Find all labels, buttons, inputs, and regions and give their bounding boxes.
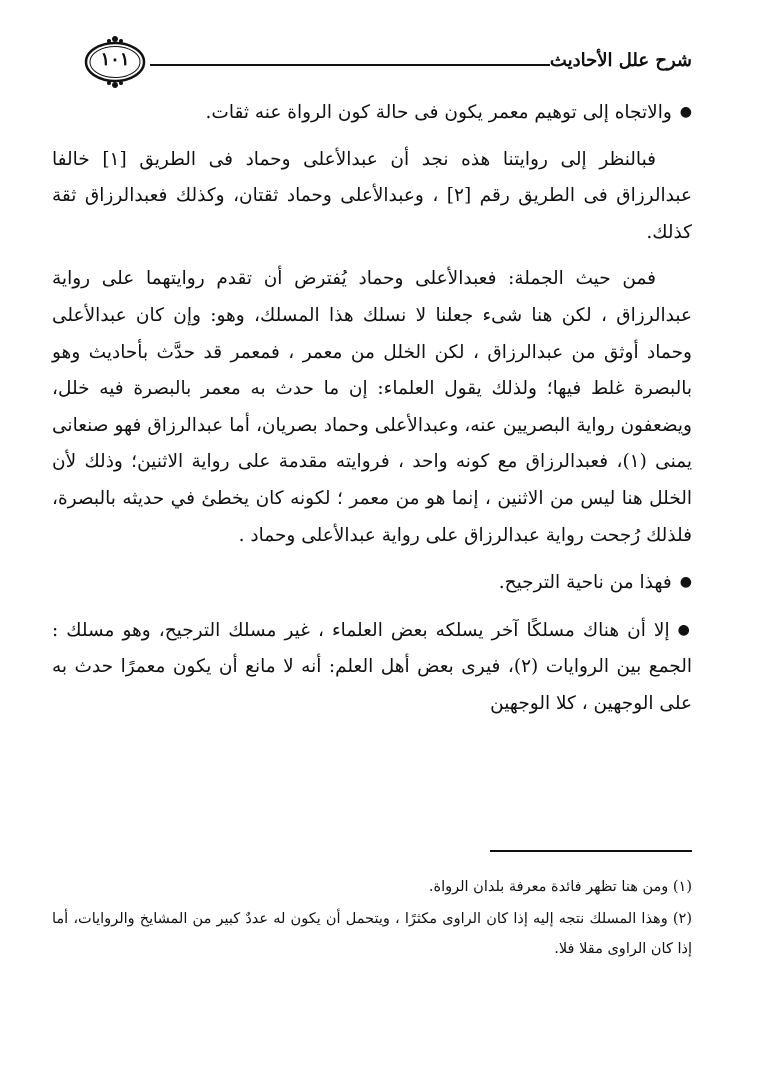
page-header [52, 28, 692, 92]
paragraph-1: ● والاتجاه إلى توهيم معمر يكون فى حالة كون الرواة عنه ثقات. [52, 94, 692, 132]
main-text [52, 94, 692, 733]
paragraph-5: ● إلا أن هناك مسلكًا آخر يسلكه بعض العلماء ، غير مسلك الترجيح، وهو مسلك : الجمع بين الروايات (٢)، فيرى بعض أهل العلم: أنه لا مانع أن يكون معمرًا حدث به على الوجهين ، كلا الوجهين [52, 612, 692, 723]
footnote-1: (١) ومن هنا تظهر فائدة معرفة بلدان الرواة. [428, 879, 692, 895]
running-title: شرح علل الأحاديث [549, 50, 692, 71]
paragraph-3: فمن حيث الجملة: فعبدالأعلى وحماد يُفترض أن تقدم روايتهما على رواية عبدالرزاق ، لكن هنا شىء جعلنا لا نسلك هذا المسلك، وهو: وإن كان عبدالأعلى وحماد أوثق من عبدالرزاق ، لكن الخلل من معمر ، فمعمر قد حدَّث بأحاديث وهو بالبصرة غلط فيها؛ ولذلك يقول العلماء: إن ما حدث به معمر بالبصرة فيه خلل، ويضعفون رواية البصريين عنه، وعبدالأعلى وحماد بصريان، أما عبدالرزاق فهو صنعانى يمنى (١)، فعبدالرزاق مع كونه واحد ، فروايته مقدمة على رواية الاثنين؛ وذلك لأن الخلل هنا ليس من الاثنين ، إنما هو من معمر ؛ لكونه كان يخطئ في حديثه بالبصرة، فلذلك رُجحت رواية عبدالرزاق على رواية عبدالأعلى وحماد . [52, 268, 692, 546]
book-page [52, 28, 692, 1058]
header-rule [150, 64, 550, 66]
footnote-rule [490, 850, 692, 852]
footnotes [52, 872, 692, 966]
page-number-ornament [82, 32, 148, 88]
paragraph-2: فبالنظر إلى روايتنا هذه نجد أن عبدالأعلى وحماد فى الطريق [١] خالفا عبدالرزاق فى الطريق رقم [٢] ، وعبدالأعلى وحماد ثقتان، وكذلك فعبدالرزاق ثقة كذلك. [52, 148, 692, 243]
footnote-2: (٢) وهذا المسلك نتجه إليه إذا كان الراوى مكثرًا ، ويتحمل أن يكون له عددٌ كبير من المشايخ والروايات، أما إذا كان الراوى مقلا فلا. [52, 911, 692, 957]
page-number: ١٠١ [100, 49, 130, 70]
paragraph-4: ● فهذا من ناحية الترجيح. [52, 564, 692, 602]
